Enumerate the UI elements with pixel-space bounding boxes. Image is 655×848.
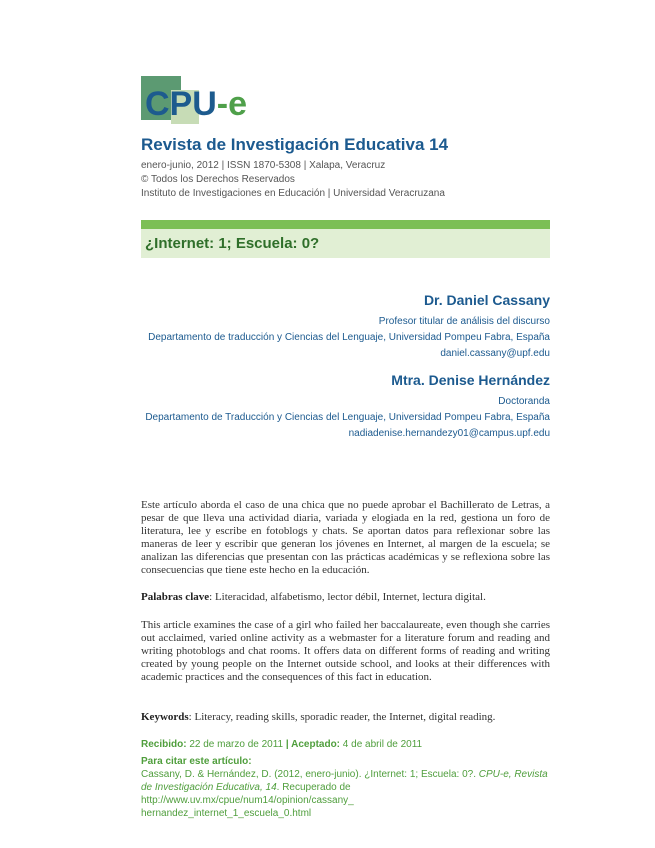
- date-separator: |: [283, 739, 292, 750]
- accepted-date: 4 de abril de 2011: [340, 739, 423, 750]
- journal-title: Revista de Investigación Educativa 14: [141, 135, 449, 154]
- keywords-spanish: [141, 591, 550, 604]
- author-role: Profesor titular de análisis del discurso: [378, 316, 550, 327]
- received-date: 22 de marzo de 2011: [186, 739, 284, 750]
- logo-wordmark: CPU-e: [145, 85, 248, 123]
- title-divider-bar: [141, 220, 550, 229]
- cpu-e-logo: [141, 76, 261, 128]
- keywords-text: : Literacy, reading skills, sporadic reader, the Internet, digital reading.: [188, 711, 496, 723]
- author-role: Doctoranda: [498, 396, 550, 407]
- keywords-text: : Literacidad, alfabetismo, lector débil, Internet, lectura digital.: [209, 591, 486, 603]
- author-name: Dr. Daniel Cassany: [423, 292, 550, 308]
- author-2: [145, 372, 550, 442]
- citation: [141, 768, 550, 820]
- citation-journal: CPU-e, Revista de Investigación Educativa, 14: [141, 769, 548, 793]
- abstract-spanish: Este artículo aborda el caso de una chica que no puede aprobar el Bachillerato de Letras, a pesar de que lleva una actividad diaria, variada y elogiada en la red, gestiona un foro de literatura, lee y escribe en fotoblogs y chats. Se aportan datos para reflexionar sobre las maneras de leer y escribir que generan los jóvenes en Internet, al margen de la escuela; se analizan las diferencias que presentan con las prácticas académicas y se reflexiona sobre las consecuencias que tiene este hecho en la educación.: [141, 499, 550, 576]
- citation-url-cont[interactable]: hernandez_internet_1_escuela_0.html: [141, 808, 312, 819]
- journal-issue-info: enero-junio, 2012 | ISSN 1870-5308 | Xalapa, Veracruz: [141, 160, 386, 171]
- author-1: [148, 292, 550, 362]
- journal-copyright: © Todos los Derechos Reservados: [141, 174, 295, 185]
- article-title-box: [141, 229, 550, 258]
- keywords-label: Keywords: [141, 711, 189, 723]
- author-affiliation: Departamento de Traducción y Ciencias del Lenguaje, Universidad Pompeu Fabra, España: [145, 412, 550, 423]
- keywords-english: [141, 711, 550, 724]
- abstract-english: This article examines the case of a girl who failed her baccalaureate, even though she carries out acclaimed, varied online activity as a webmaster for a literature forum and reading and writing photoblogs and chat rooms. It offers data on different forms of reading and writing created by young people on the Internet outside school, and looks at their differences with academic practices and the consequences of this fact in education.: [141, 619, 550, 683]
- author-affiliation: Departamento de traducción y Ciencias del Lenguaje, Universidad Pompeu Fabra, España: [148, 332, 550, 343]
- author-email[interactable]: nadiadenise.hernandezy01@campus.upf.edu: [348, 428, 550, 439]
- keywords-label: Palabras clave: [141, 591, 210, 603]
- citation-label: Para citar este artículo:: [141, 756, 252, 767]
- received-label: Recibido:: [141, 739, 187, 750]
- author-name: Mtra. Denise Hernández: [391, 372, 550, 388]
- article-title: ¿Internet: 1; Escuela: 0?: [145, 235, 320, 252]
- journal-institution: Instituto de Investigaciones en Educación | Universidad Veracruzana: [141, 188, 445, 199]
- accepted-label: Aceptado:: [291, 739, 341, 750]
- submission-dates: [141, 739, 422, 750]
- citation-authors: Cassany, D. & Hernández, D. (2012, enero-junio). ¿Internet: 1; Escuela: 0?.: [141, 769, 479, 780]
- citation-url[interactable]: . Recuperado de http://www.uv.mx/cpue/num14/opinion/cassany_: [141, 782, 354, 806]
- author-email[interactable]: daniel.cassany@upf.edu: [440, 348, 550, 359]
